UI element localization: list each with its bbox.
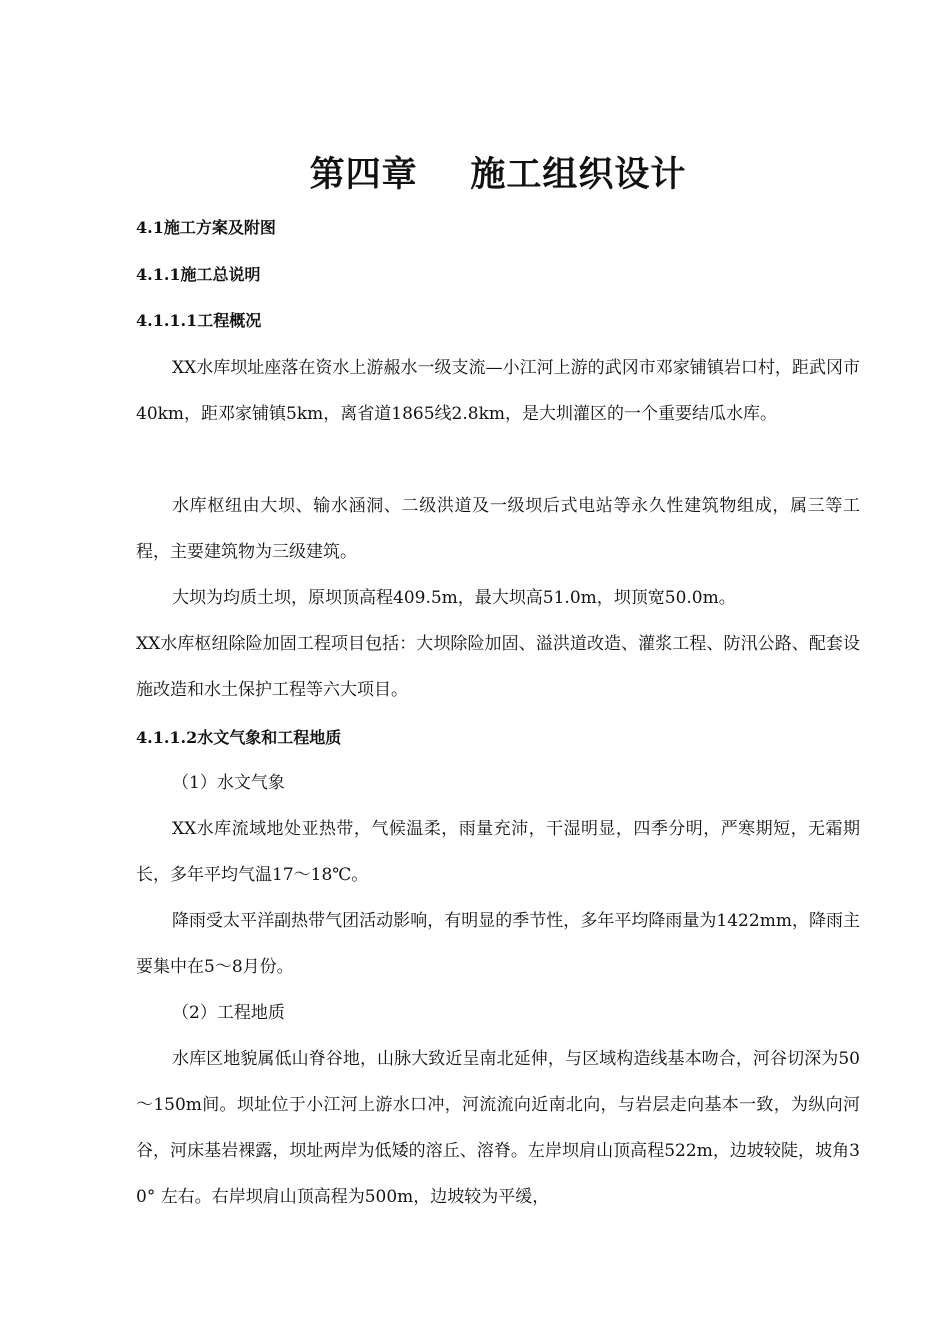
- paragraph-overview-projects: XX水库枢纽除险加固工程项目包括：大坝除险加固、溢洪道改造、灌浆工程、防汛公路、配套设施改造和水土保护工程等六大项目。: [136, 634, 860, 700]
- heading-4-1-1-2: 4.1.1.2水文气象和工程地质: [136, 728, 342, 747]
- paragraph-geology: 水库区地貌属低山脊谷地，山脉大致近呈南北延伸，与区域构造线基本吻合，河谷切深为50～150m间。坝址位于小江河上游水口冲，河流流向近南北向，与岩层走向基本一致，为纵向河谷，河床基岩裸露，坝址两岸为低矮的溶丘、溶脊。左岸坝肩山顶高程522m，边坡较陡，坡角30° 左右。右岸坝肩山顶高程为500m，边坡较为平缓，: [136, 1049, 860, 1207]
- document-page: [136, 0, 860, 1344]
- heading-4-1-1-1: 4.1.1.1工程概况: [136, 311, 262, 330]
- paragraph-overview-location: XX水库坝址座落在资水上游赧水一级支流—小江河上游的武冈市邓家铺镇岩口村，距武冈市40km，距邓家铺镇5km，离省道1865线2.8km，是大圳灌区的一个重要结瓜水库。: [136, 358, 860, 424]
- paragraph-hydrology-rainfall: 降雨受太平洋副热带气团活动影响，有明显的季节性，多年平均降雨量为1422mm，降雨主要集中在5～8月份。: [136, 911, 860, 977]
- page-title: 第四章 施工组织设计: [309, 154, 687, 195]
- heading-4-1: 4.1施工方案及附图: [136, 218, 276, 237]
- sub-heading-hydrology: （1）水文气象: [172, 773, 285, 793]
- paragraph-overview-structures: 水库枢纽由大坝、输水涵洞、二级洪道及一级坝后式电站等永久性建筑物组成，属三等工程，主要建筑物为三级建筑。: [136, 496, 860, 562]
- paragraph-overview-dam: 大坝为均质土坝，原坝顶高程409.5m，最大坝高51.0m，坝顶宽50.0m。: [172, 588, 736, 608]
- heading-4-1-1: 4.1.1施工总说明: [136, 265, 261, 284]
- paragraph-hydrology-climate: XX水库流域地处亚热带，气候温柔，雨量充沛，干湿明显，四季分明，严寒期短，无霜期长，多年平均气温17～18℃。: [136, 819, 860, 885]
- sub-heading-geology: （2）工程地质: [172, 1003, 285, 1023]
